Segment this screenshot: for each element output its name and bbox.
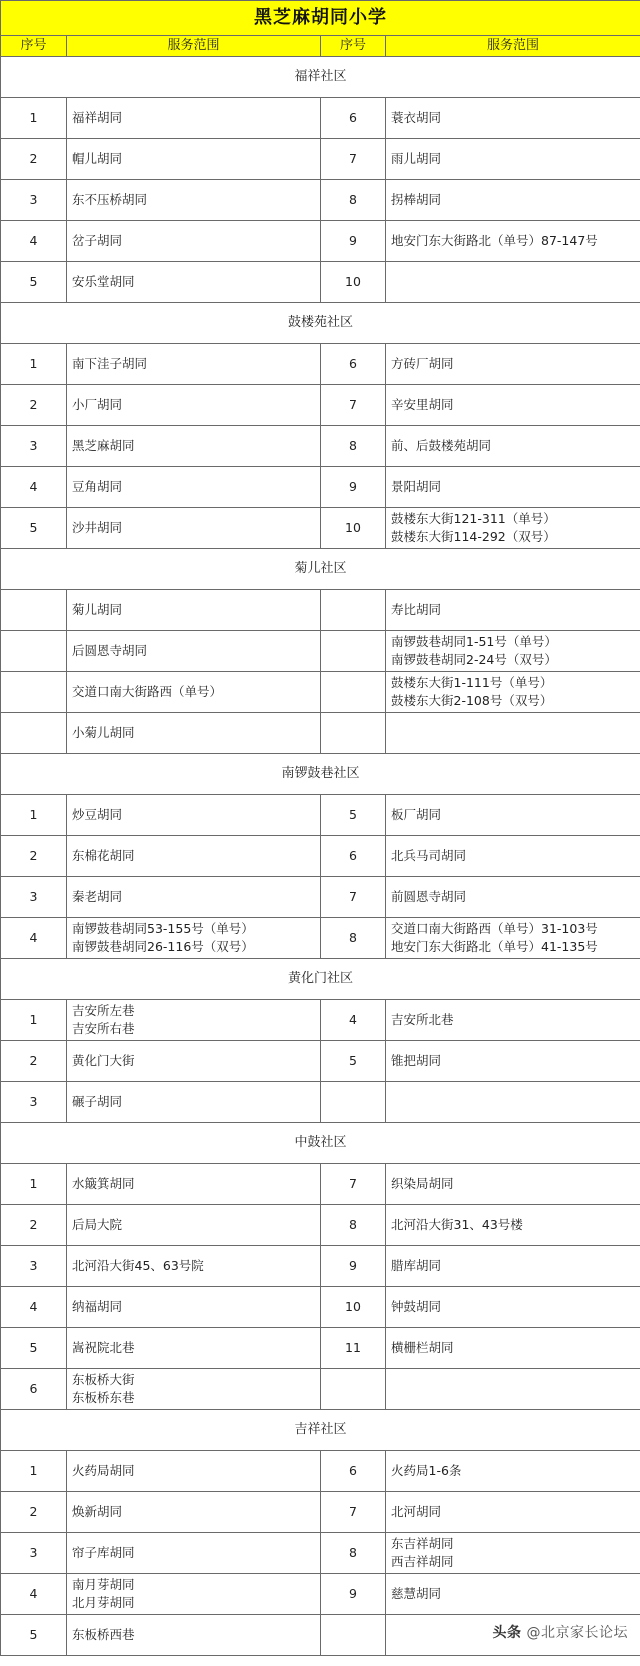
index-cell — [1, 672, 67, 713]
range-cell — [67, 262, 321, 303]
index-cell: 2 — [1, 385, 67, 426]
range-cell — [386, 713, 640, 754]
range-line: 交道口南大街路西（单号） — [72, 684, 223, 699]
range-cell — [67, 672, 321, 713]
index-cell: 6 — [321, 1451, 386, 1492]
range-line: 南锣鼓巷胡同53-155号（单号） — [72, 921, 254, 936]
table-row — [1, 918, 640, 959]
range-cell — [67, 344, 321, 385]
range-line: 后局大院 — [72, 1217, 123, 1232]
index-cell: 1 — [1, 344, 67, 385]
index-cell: 4 — [1, 1574, 67, 1615]
range-line: 西吉祥胡同 — [391, 1554, 454, 1569]
index-cell: 4 — [1, 918, 67, 959]
index-cell: 6 — [321, 98, 386, 139]
range-line: 南月芽胡同 — [72, 1577, 135, 1592]
range-cell — [67, 1205, 321, 1246]
index-cell: 10 — [321, 262, 386, 303]
range-line: 拐棒胡同 — [391, 192, 442, 207]
index-cell: 3 — [1, 426, 67, 467]
index-cell: 4 — [1, 221, 67, 262]
range-cell — [386, 1205, 640, 1246]
range-cell — [67, 426, 321, 467]
index-cell: 8 — [321, 1205, 386, 1246]
index-cell: 10 — [321, 508, 386, 549]
table-row — [1, 98, 640, 139]
section-title: 黄化门社区 — [1, 959, 640, 1000]
range-line: 帽儿胡同 — [72, 151, 123, 166]
range-cell — [67, 1082, 321, 1123]
index-cell: 2 — [1, 1205, 67, 1246]
range-line: 鼓楼东大街114-292（双号） — [391, 529, 556, 544]
range-cell — [386, 836, 640, 877]
range-cell — [386, 1574, 640, 1615]
range-line: 雨儿胡同 — [391, 151, 442, 166]
header-range: 服务范围 — [386, 36, 640, 57]
range-line: 焕新胡同 — [72, 1504, 123, 1519]
index-cell: 8 — [321, 426, 386, 467]
range-cell — [386, 385, 640, 426]
range-line: 嵩祝院北巷 — [72, 1340, 135, 1355]
index-cell: 9 — [321, 221, 386, 262]
range-cell — [386, 221, 640, 262]
range-cell — [386, 590, 640, 631]
range-line: 南锣鼓巷胡同26-116号（双号） — [72, 939, 254, 954]
table-row — [1, 426, 640, 467]
table-row — [1, 139, 640, 180]
index-cell: 9 — [321, 1574, 386, 1615]
range-line: 福祥胡同 — [72, 110, 123, 125]
range-cell — [67, 918, 321, 959]
index-cell: 7 — [321, 1164, 386, 1205]
watermark — [493, 1622, 628, 1642]
index-cell: 4 — [321, 1000, 386, 1041]
section-title: 中鼓社区 — [1, 1123, 640, 1164]
table-row — [1, 1246, 640, 1287]
table-row — [1, 1533, 640, 1574]
range-cell — [67, 631, 321, 672]
range-line: 鼓楼东大街121-311（单号） — [391, 511, 556, 526]
index-cell — [321, 590, 386, 631]
table-row — [1, 1492, 640, 1533]
range-cell — [67, 221, 321, 262]
range-line: 方砖厂胡同 — [391, 356, 454, 371]
table-row — [1, 1369, 640, 1410]
section-row — [1, 549, 640, 590]
range-line: 北河沿大街31、43号楼 — [391, 1217, 523, 1232]
range-cell — [67, 385, 321, 426]
index-cell: 1 — [1, 795, 67, 836]
range-cell — [67, 1041, 321, 1082]
range-line: 辛安里胡同 — [391, 397, 454, 412]
range-cell — [386, 1000, 640, 1041]
range-line: 板厂胡同 — [391, 807, 442, 822]
range-line: 吉安所左巷 — [72, 1003, 135, 1018]
range-line: 后圆恩寺胡同 — [72, 643, 148, 658]
section-row — [1, 754, 640, 795]
range-cell — [386, 1492, 640, 1533]
section-title: 菊儿社区 — [1, 549, 640, 590]
table-row — [1, 1164, 640, 1205]
range-line: 交道口南大街路西（单号）31-103号 — [391, 921, 598, 936]
range-cell — [386, 262, 640, 303]
range-line: 钟鼓胡同 — [391, 1299, 442, 1314]
table-row — [1, 877, 640, 918]
range-cell — [67, 508, 321, 549]
section-row — [1, 1410, 640, 1451]
page-title: 黑芝麻胡同小学 — [1, 1, 640, 36]
range-cell — [386, 1082, 640, 1123]
range-cell — [386, 1287, 640, 1328]
title-row — [1, 1, 640, 36]
range-line: 岔子胡同 — [72, 233, 123, 248]
range-line: 鼓楼东大街1-111号（单号） — [391, 675, 553, 690]
range-line: 腊库胡同 — [391, 1258, 442, 1273]
table-row — [1, 713, 640, 754]
range-cell — [67, 713, 321, 754]
table-row — [1, 1451, 640, 1492]
index-cell: 5 — [1, 1615, 67, 1656]
index-cell: 4 — [1, 1287, 67, 1328]
table-row — [1, 672, 640, 713]
range-line: 东板桥东巷 — [72, 1390, 135, 1405]
table-row — [1, 1205, 640, 1246]
section-title: 福祥社区 — [1, 57, 640, 98]
header-index: 序号 — [1, 36, 67, 57]
table-row — [1, 221, 640, 262]
section-title: 鼓楼苑社区 — [1, 303, 640, 344]
range-cell — [386, 344, 640, 385]
range-cell — [386, 1369, 640, 1410]
table-row — [1, 631, 640, 672]
index-cell — [321, 672, 386, 713]
range-cell — [386, 1451, 640, 1492]
range-line: 南下洼子胡同 — [72, 356, 148, 371]
range-cell — [67, 1451, 321, 1492]
range-line: 前圆恩寺胡同 — [391, 889, 467, 904]
range-cell — [67, 180, 321, 221]
range-cell — [67, 877, 321, 918]
index-cell — [321, 713, 386, 754]
index-cell: 9 — [321, 1246, 386, 1287]
range-cell — [386, 139, 640, 180]
table-row — [1, 836, 640, 877]
table-row — [1, 344, 640, 385]
range-cell — [67, 1164, 321, 1205]
range-line: 慈慧胡同 — [391, 1586, 442, 1601]
range-cell — [386, 1246, 640, 1287]
range-cell — [386, 426, 640, 467]
index-cell: 8 — [321, 180, 386, 221]
section-row — [1, 959, 640, 1000]
section-title: 南锣鼓巷社区 — [1, 754, 640, 795]
section-row — [1, 303, 640, 344]
header-index: 序号 — [321, 36, 386, 57]
range-cell — [67, 1246, 321, 1287]
index-cell: 1 — [1, 98, 67, 139]
table-row — [1, 1574, 640, 1615]
range-line: 秦老胡同 — [72, 889, 123, 904]
range-cell — [67, 1533, 321, 1574]
range-line: 南锣鼓巷胡同1-51号（单号） — [391, 634, 557, 649]
index-cell: 1 — [1, 1000, 67, 1041]
range-cell — [67, 98, 321, 139]
range-cell — [386, 1041, 640, 1082]
index-cell — [1, 590, 67, 631]
range-cell — [67, 139, 321, 180]
range-line: 地安门东大街路北（单号）87-147号 — [391, 233, 598, 248]
index-cell: 2 — [1, 139, 67, 180]
range-line: 黑芝麻胡同 — [72, 438, 135, 453]
range-line: 小菊儿胡同 — [72, 725, 135, 740]
index-cell: 1 — [1, 1164, 67, 1205]
index-cell: 6 — [321, 344, 386, 385]
range-line: 东棉花胡同 — [72, 848, 135, 863]
range-cell — [386, 631, 640, 672]
index-cell: 10 — [321, 1287, 386, 1328]
range-cell — [386, 467, 640, 508]
range-line: 东吉祥胡同 — [391, 1536, 454, 1551]
index-cell — [1, 631, 67, 672]
table-row — [1, 385, 640, 426]
index-cell — [321, 1082, 386, 1123]
range-cell — [386, 1328, 640, 1369]
range-line: 水簸箕胡同 — [72, 1176, 135, 1191]
range-cell — [67, 590, 321, 631]
index-cell: 4 — [1, 467, 67, 508]
header-row — [1, 36, 640, 57]
range-line: 东不压桥胡同 — [72, 192, 148, 207]
table-row — [1, 467, 640, 508]
range-line: 蓑衣胡同 — [391, 110, 442, 125]
index-cell: 6 — [1, 1369, 67, 1410]
index-cell: 3 — [1, 180, 67, 221]
range-line: 吉安所右巷 — [72, 1021, 135, 1036]
index-cell: 7 — [321, 139, 386, 180]
range-cell — [67, 1287, 321, 1328]
index-cell: 1 — [1, 1451, 67, 1492]
table-row — [1, 1328, 640, 1369]
range-line: 黄化门大街 — [72, 1053, 135, 1068]
index-cell: 3 — [1, 1082, 67, 1123]
range-cell — [386, 1164, 640, 1205]
range-cell — [386, 98, 640, 139]
index-cell: 11 — [321, 1328, 386, 1369]
index-cell: 7 — [321, 1492, 386, 1533]
table-row — [1, 1000, 640, 1041]
section-title: 吉祥社区 — [1, 1410, 640, 1451]
table-row — [1, 508, 640, 549]
range-line: 鼓楼东大街2-108号（双号） — [391, 693, 553, 708]
range-line: 豆角胡同 — [72, 479, 123, 494]
table-row — [1, 1082, 640, 1123]
index-cell: 5 — [321, 1041, 386, 1082]
index-cell: 5 — [1, 1328, 67, 1369]
range-line: 炒豆胡同 — [72, 807, 123, 822]
range-line: 火药局胡同 — [72, 1463, 135, 1478]
index-cell — [321, 631, 386, 672]
range-cell — [67, 1574, 321, 1615]
index-cell: 5 — [1, 262, 67, 303]
range-cell — [386, 508, 640, 549]
range-line: 织染局胡同 — [391, 1176, 454, 1191]
range-cell — [386, 1533, 640, 1574]
range-line: 锥把胡同 — [391, 1053, 442, 1068]
range-cell — [386, 672, 640, 713]
index-cell: 7 — [321, 877, 386, 918]
range-cell — [67, 836, 321, 877]
range-cell — [67, 1328, 321, 1369]
range-line: 东板桥西巷 — [72, 1627, 135, 1642]
table-row — [1, 795, 640, 836]
range-line: 火药局1-6条 — [391, 1463, 462, 1478]
index-cell: 2 — [1, 1492, 67, 1533]
index-cell — [321, 1369, 386, 1410]
range-line: 地安门东大街路北（单号）41-135号 — [391, 939, 598, 954]
watermark-brand: 头条 — [492, 1625, 522, 1641]
range-line: 菊儿胡同 — [72, 602, 123, 617]
range-cell — [386, 180, 640, 221]
section-row — [1, 57, 640, 98]
watermark-handle: @北京家长论坛 — [526, 1625, 628, 1641]
index-cell: 6 — [321, 836, 386, 877]
range-line: 碾子胡同 — [72, 1094, 123, 1109]
index-cell: 7 — [321, 385, 386, 426]
range-line: 南锣鼓巷胡同2-24号（双号） — [391, 652, 557, 667]
range-cell — [67, 795, 321, 836]
range-cell — [67, 467, 321, 508]
index-cell: 8 — [321, 1533, 386, 1574]
range-cell — [386, 918, 640, 959]
index-cell: 5 — [321, 795, 386, 836]
index-cell: 3 — [1, 1246, 67, 1287]
range-cell — [386, 795, 640, 836]
table-row — [1, 1287, 640, 1328]
range-cell — [386, 877, 640, 918]
range-cell — [67, 1369, 321, 1410]
range-line: 寿比胡同 — [391, 602, 442, 617]
range-line: 前、后鼓楼苑胡同 — [391, 438, 492, 453]
index-cell: 3 — [1, 877, 67, 918]
range-line: 沙井胡同 — [72, 520, 123, 535]
range-cell — [67, 1000, 321, 1041]
index-cell: 2 — [1, 836, 67, 877]
table-row — [1, 180, 640, 221]
table-row — [1, 262, 640, 303]
index-cell: 5 — [1, 508, 67, 549]
range-line: 纳福胡同 — [72, 1299, 123, 1314]
range-line: 东板桥大街 — [72, 1372, 135, 1387]
range-line: 北河胡同 — [391, 1504, 442, 1519]
range-line: 小厂胡同 — [72, 397, 123, 412]
range-cell — [67, 1615, 321, 1656]
index-cell: 9 — [321, 467, 386, 508]
range-line: 北河沿大街45、63号院 — [72, 1258, 204, 1273]
header-range: 服务范围 — [67, 36, 321, 57]
index-cell: 2 — [1, 1041, 67, 1082]
range-line: 横栅栏胡同 — [391, 1340, 454, 1355]
index-cell: 3 — [1, 1533, 67, 1574]
table-row — [1, 1041, 640, 1082]
range-line: 吉安所北巷 — [391, 1012, 454, 1027]
range-cell — [67, 1492, 321, 1533]
section-row — [1, 1123, 640, 1164]
index-cell — [321, 1615, 386, 1656]
range-line: 帘子库胡同 — [72, 1545, 135, 1560]
range-line: 安乐堂胡同 — [72, 274, 135, 289]
range-line: 北兵马司胡同 — [391, 848, 467, 863]
range-line: 北月芽胡同 — [72, 1595, 135, 1610]
index-cell — [1, 713, 67, 754]
index-cell: 8 — [321, 918, 386, 959]
range-line: 景阳胡同 — [391, 479, 442, 494]
table-row — [1, 590, 640, 631]
